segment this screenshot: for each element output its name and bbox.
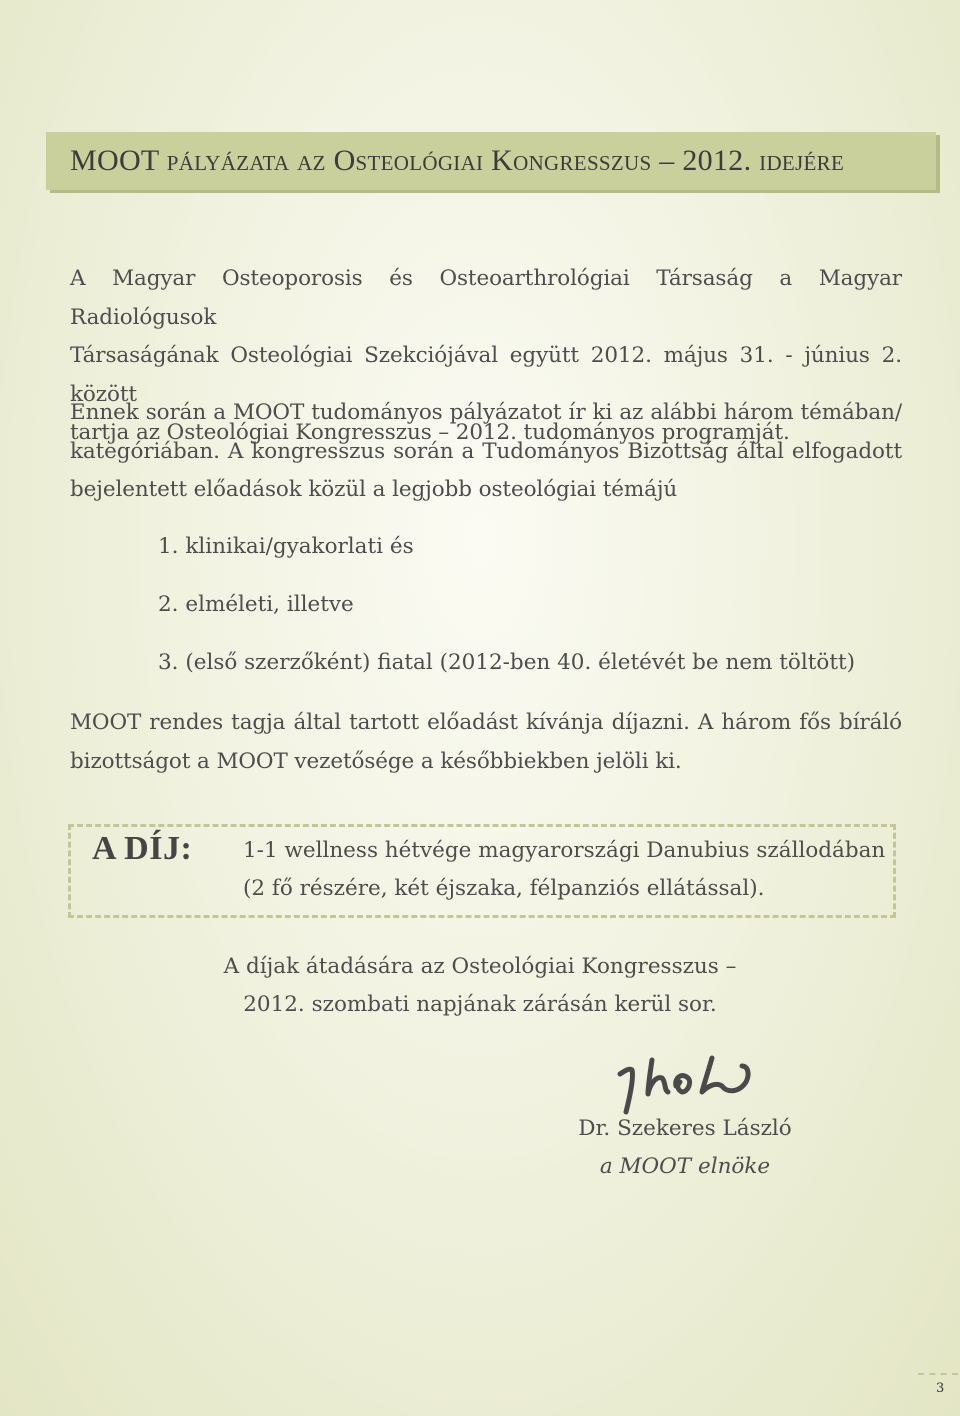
prize-description-line: (2 fő részére, két éjszaka, félpanziós ellátással). <box>243 876 765 901</box>
description-paragraph <box>70 394 902 510</box>
award-ceremony-line: 2012. szombati napjának zárásán kerül sor. <box>243 992 717 1017</box>
description-line: bejelentett előadások közül a legjobb osteológiai témájú <box>70 477 678 502</box>
prize-description-line: 1-1 wellness hétvége magyarországi Danubius szállodában <box>243 838 886 863</box>
signer-name: Dr. Szekeres László <box>578 1116 792 1141</box>
page-number: 3 <box>936 1381 945 1396</box>
closing-paragraph <box>70 704 902 781</box>
description-line: Ennek során a MOOT tudományos pályázatot ír ki az alábbi három témában/ <box>70 400 902 425</box>
closing-line: bizottságot a MOOT vezetősége a későbbiekben jelöli ki. <box>70 748 682 774</box>
signer-title: a MOOT elnöke <box>599 1154 771 1179</box>
closing-line: MOOT rendes tagja által tartott előadást kívánja díjazni. A három fős bíráló <box>70 710 902 735</box>
header-band <box>46 132 936 190</box>
handwritten-signature <box>612 1052 762 1120</box>
page-title-rest: pályázata az Osteológiai Kongresszus – 2012. idejére <box>166 144 845 177</box>
intro-line: A Magyar Osteoporosis és Osteoarthrológiai Társaság a Magyar Radiológusok <box>70 266 902 330</box>
page-title <box>70 144 844 178</box>
award-ceremony-line: A díjak átadására az Osteológiai Kongresszus – <box>223 954 737 979</box>
page-number-divider <box>918 1373 958 1375</box>
intro-line: Társaságának Osteológiai Szekciójával együtt 2012. május 31. - június 2. között <box>70 343 902 407</box>
page-title-acronym: MOOT <box>70 144 167 177</box>
prize-label: A DÍJ: <box>92 830 193 867</box>
category-item: 2. elméleti, illetve <box>158 592 354 617</box>
category-item: 3. (első szerzőként) fiatal (2012-ben 40. életévét be nem töltött) <box>158 650 855 675</box>
intro-line: tartja az Osteológiai Kongresszus – 2012. tudományos programját. <box>70 420 790 445</box>
category-item: 1. klinikai/gyakorlati és <box>158 534 414 559</box>
description-line: kategóriában. A kongresszus során a Tudományos Bizottság által elfogadott <box>70 438 902 464</box>
